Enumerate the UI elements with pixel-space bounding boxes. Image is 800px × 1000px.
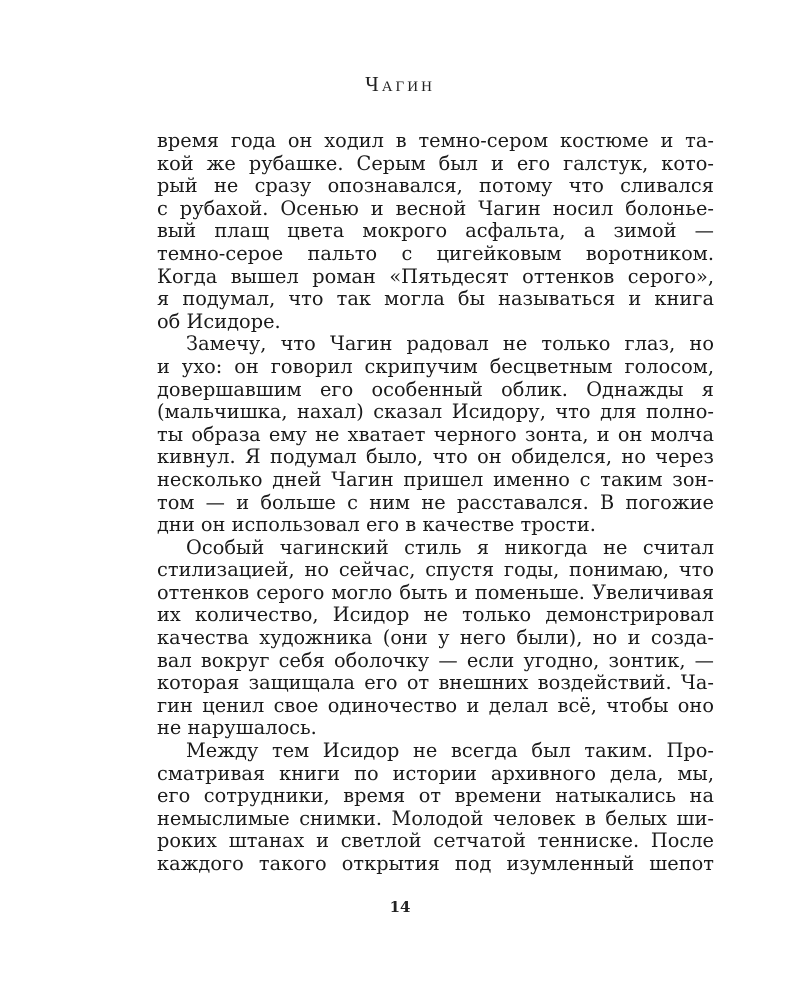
paragraph (157, 130, 714, 333)
page-number: 14 (389, 898, 411, 916)
text-line: оттенков серого могло быть и поменьше. Увеличивая (157, 580, 714, 604)
text-line: кой же рубашке. Серым был и его галстук, кото- (157, 151, 714, 175)
text-line: рый не сразу опознавался, потому что сливался (157, 174, 714, 198)
body-text (157, 130, 714, 876)
text-line: гин ценил свое одиночество и делал всё, чтобы оно (157, 693, 714, 717)
text-line: Замечу, что Чагин радовал не только глаз, но (186, 332, 714, 356)
running-head: Чагин (365, 72, 435, 96)
text-line: вал вокруг себя оболочку — если угодно, зонтик, — (157, 648, 714, 672)
text-line: время года он ходил в темно-сером костюме и та- (157, 129, 714, 152)
text-line: довершавшим его особенный облик. Однажды я (157, 377, 714, 401)
text-line: стилизацией, но сейчас, спустя годы, понимаю, что (157, 558, 714, 582)
text-line: несколько дней Чагин пришел именно с таким зон- (157, 467, 714, 491)
text-line: качества художника (они у него были), но и созда- (157, 626, 714, 650)
text-line: Когда вышел роман «Пятьдесят оттенков серого», (157, 264, 714, 288)
text-line: которая защищала его от внешних воздействий. Ча- (157, 671, 714, 695)
text-line: их количество, Исидор не только демонстрировал (157, 603, 714, 627)
text-line: роких штанах и светлой сетчатой тенниске. После (157, 829, 714, 853)
text-line: об Исидоре. (157, 309, 281, 333)
text-line: темно-серое пальто с цигейковым воротником. (157, 241, 714, 265)
text-line: Особый чагинский стиль я никогда не считал (186, 535, 714, 559)
text-line: с рубахой. Осенью и весной Чагин носил болонье- (157, 196, 714, 220)
paragraph (157, 333, 714, 536)
text-line: я подумал, что так могла бы называться и книга (157, 287, 714, 311)
text-line: и ухо: он говорил скрипучим бесцветным голосом, (157, 354, 714, 378)
text-line: кивнул. Я подумал было, что он обиделся, но через (157, 445, 714, 469)
text-line: сматривая книги по истории архивного дела, мы, (157, 761, 714, 785)
text-line: вый плащ цвета мокрого асфальта, а зимой — (157, 219, 714, 243)
paragraph (157, 537, 714, 740)
text-line: его сотрудники, время от времени натыкались на (157, 784, 714, 808)
text-line: ты образа ему не хватает черного зонта, и он молча (157, 422, 714, 446)
text-line: каждого такого открытия под изумленный шепот (157, 852, 714, 875)
text-line: (мальчишка, нахал) сказал Исидору, что для полно- (157, 400, 714, 424)
text-line: дни он использовал его в качестве трости. (157, 513, 596, 537)
text-line: Между тем Исидор не всегда был таким. Про- (186, 739, 714, 763)
text-line: не нарушалось. (157, 716, 317, 740)
text-line: том — и больше с ним не расставался. В погожие (157, 490, 714, 514)
text-line: немыслимые снимки. Молодой человек в белых ши- (157, 806, 714, 830)
paragraph (157, 740, 714, 876)
